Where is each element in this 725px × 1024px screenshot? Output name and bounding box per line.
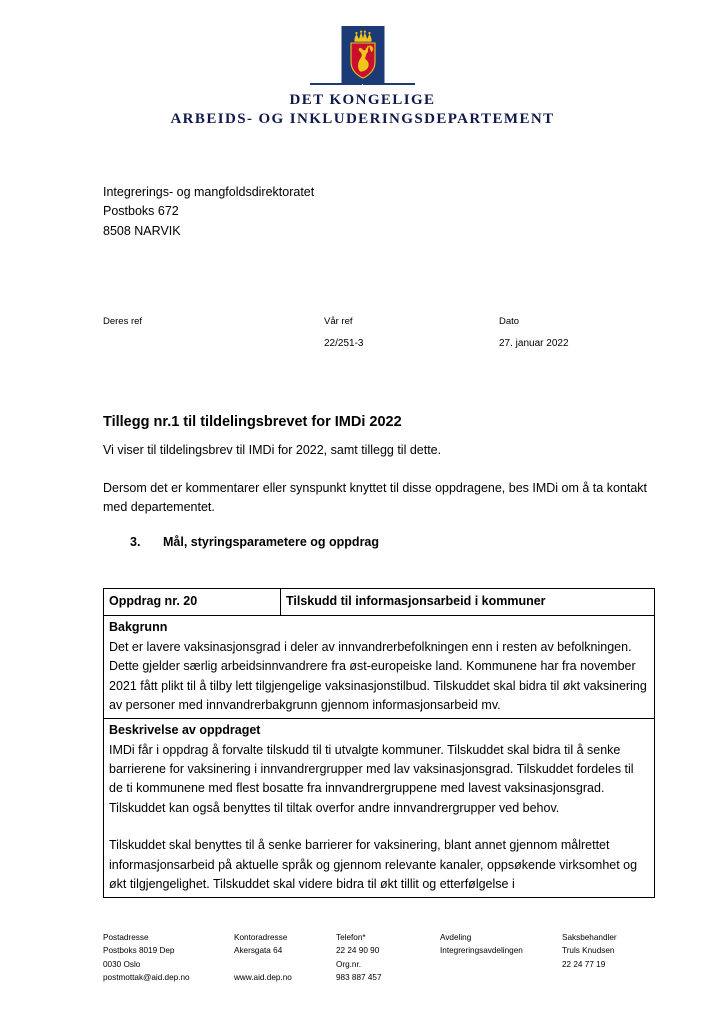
footer-heading: Saksbehandler xyxy=(562,933,617,942)
footer-line: 22 24 77 19 xyxy=(562,959,606,969)
footer-column-saksbehandler xyxy=(562,931,663,984)
footer-line: Integreringsavdelingen xyxy=(440,946,523,956)
bakgrunn-text: Det er lavere vaksinasjonsgrad i deler av innvandrerbefolkningen enn i resten av befolkningen. Dette gjelder særlig arbeidsinnvandrere fra øst-europeiske land. Kommunene har fra november 2021 fått plikt til å tilby lett tilgjengelige vaksinasjonstilbud. Tilskuddet skal bidra til økt vaksinering av personer med innvandrerbakgrunn gjennom informasjonsarbeid mv. xyxy=(109,639,647,712)
dato-label: Dato xyxy=(499,316,520,327)
footer-heading: Postadresse xyxy=(103,933,149,942)
footer-line: Postboks 8019 Dep xyxy=(103,946,175,956)
var-ref-column xyxy=(324,316,499,349)
recipient-line-2: Postboks 672 xyxy=(103,204,179,219)
footer-line: 0030 Oslo xyxy=(103,959,141,969)
norwegian-coat-of-arms-icon xyxy=(341,26,384,84)
beskrivelse-cell xyxy=(104,719,655,898)
deres-ref-label: Deres ref xyxy=(103,316,143,327)
footer-email: postmottak@aid.dep.no xyxy=(103,972,190,982)
recipient-address xyxy=(103,183,314,241)
letterhead-line-2: ARBEIDS- OG INKLUDERINGSDEPARTEMENT xyxy=(170,111,555,128)
page-footer xyxy=(103,931,663,984)
reference-row xyxy=(103,316,663,349)
dato-value: 27. januar 2022 xyxy=(499,338,569,349)
beskrivelse-title: Beskrivelse av oppdraget xyxy=(109,723,261,738)
footer-subheading: Org.nr. xyxy=(336,959,362,969)
footer-line: Truls Knudsen xyxy=(562,946,615,956)
letterhead-rule-right xyxy=(363,83,415,85)
oppdrag-table-clip xyxy=(0,588,725,903)
intro-paragraph: Vi viser til tildelingsbrev til IMDi for 2022, samt tillegg til dette. xyxy=(103,443,442,457)
bakgrunn-cell xyxy=(104,616,655,719)
table-row xyxy=(104,719,655,898)
contact-paragraph: Dersom det er kommentarer eller synspunkt knyttet til disse oppdragene, bes IMDi om å ta kontakt med departementet. xyxy=(103,481,647,515)
var-ref-value: 22/251-3 xyxy=(324,338,364,349)
deres-ref-column xyxy=(103,316,324,349)
oppdrag-table xyxy=(103,588,655,898)
section-number: 3. xyxy=(130,535,141,549)
bakgrunn-title: Bakgrunn xyxy=(109,620,168,635)
footer-line: Akersgata 64 xyxy=(234,946,283,956)
section-heading xyxy=(130,535,379,549)
table-row xyxy=(104,589,655,616)
paragraph-spacer xyxy=(109,818,649,836)
section-title: Mål, styringsparametere og oppdrag xyxy=(163,535,380,549)
var-ref-label: Vår ref xyxy=(324,316,353,327)
letterhead-line-1: DET KONGELIGE xyxy=(289,92,436,108)
footer-heading: Telefon* xyxy=(336,933,366,942)
footer-column-telefon xyxy=(336,931,440,984)
dato-column xyxy=(499,316,659,349)
recipient-line-1: Integrerings- og mangfoldsdirektoratet xyxy=(103,185,315,199)
footer-website: www.aid.dep.no xyxy=(234,972,292,982)
beskrivelse-text-2: Tilskuddet skal benyttes til å senke barrierer for vaksinering, blant annet gjennom målrettet informasjonsarbeid på aktuelle språk og gjennom relevante kanaler, oppsøkende virksomhet og økt tilgjengelighet. Tilskuddet skal videre bidra til økt tillit og etterfølgelse i xyxy=(109,838,638,891)
footer-heading: Kontoradresse xyxy=(234,933,288,942)
footer-line: 983 887 457 xyxy=(336,972,382,982)
footer-line: 22 24 90 90 xyxy=(336,946,380,956)
table-row xyxy=(104,616,655,719)
beskrivelse-text-1: IMDi får i oppdrag å forvalte tilskudd til ti utvalgte kommuner. Tilskuddet skal bidra til å senke barrierene for vaksinering i innvandrergrupper med lav vaksinasjonsgrad. Tilskuddet fordeles til de ti kommunene med flest bosatte fra innvandrergruppene med lavest vaksinasjonsgrad. Tilskuddet kan også benyttes til tiltak overfor andre innvandrergrupper ved behov. xyxy=(109,742,634,815)
letterhead xyxy=(0,26,725,129)
recipient-line-3: 8508 NARVIK xyxy=(103,223,181,238)
footer-heading: Avdeling xyxy=(440,933,472,942)
footer-column-kontoradresse xyxy=(234,931,336,984)
letterhead-rule-left xyxy=(310,83,362,85)
emblem-container xyxy=(0,26,725,88)
footer-column-avdeling xyxy=(440,931,562,984)
page-title: Tillegg nr.1 til tildelingsbrevet for IMDi 2022 xyxy=(103,414,402,430)
footer-column-postadresse xyxy=(103,931,234,984)
oppdrag-title-cell: Tilskudd til informasjonsarbeid i kommuner xyxy=(281,589,655,616)
oppdrag-number-cell: Oppdrag nr. 20 xyxy=(104,589,281,616)
